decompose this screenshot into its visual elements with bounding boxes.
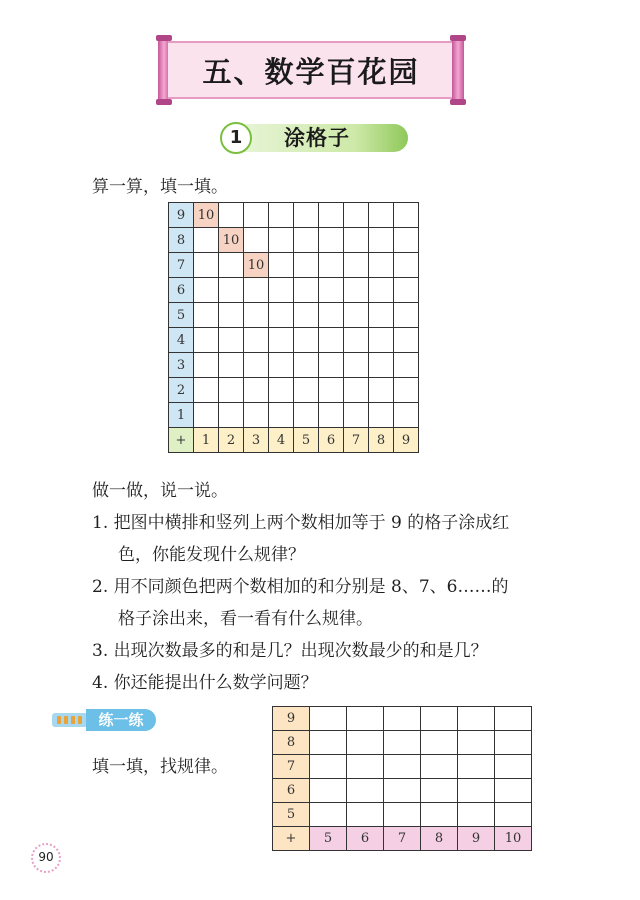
empty-cell [344, 403, 369, 428]
y-axis-label: 5 [273, 803, 310, 827]
empty-cell [319, 253, 344, 278]
instruction-do-and-say: 做一做，说一说。 [92, 481, 228, 501]
empty-cell [458, 803, 495, 827]
empty-cell [369, 378, 394, 403]
practice-badge [52, 709, 156, 731]
instruction-calculate-fill: 算一算，填一填。 [92, 177, 228, 197]
grid-row [169, 253, 419, 278]
empty-cell [194, 353, 219, 378]
x-axis-label: 5 [310, 827, 347, 851]
empty-cell [344, 203, 369, 228]
empty-cell [495, 731, 532, 755]
empty-cell [344, 303, 369, 328]
empty-cell [384, 755, 421, 779]
empty-cell [269, 378, 294, 403]
y-axis-label: 6 [273, 779, 310, 803]
x-axis-row [169, 428, 419, 453]
empty-cell [294, 253, 319, 278]
empty-cell [319, 228, 344, 253]
empty-cell [384, 803, 421, 827]
practice-label: 练一练 [86, 709, 156, 731]
empty-cell [269, 353, 294, 378]
empty-cell [495, 779, 532, 803]
empty-cell [344, 378, 369, 403]
empty-cell [369, 353, 394, 378]
empty-cell [219, 303, 244, 328]
empty-cell [347, 707, 384, 731]
empty-cell [294, 353, 319, 378]
empty-cell [310, 707, 347, 731]
abacus-icon [52, 713, 88, 727]
empty-cell [244, 403, 269, 428]
empty-cell [369, 203, 394, 228]
empty-cell [269, 303, 294, 328]
question-3: 3. 出现次数最多的和是几？出现次数最少的和是几？ [92, 641, 488, 661]
grid-row [169, 278, 419, 303]
empty-cell [244, 378, 269, 403]
x-axis-label: 1 [194, 428, 219, 453]
empty-cell [310, 731, 347, 755]
empty-cell [294, 203, 319, 228]
y-axis-label: 9 [169, 203, 194, 228]
empty-cell [344, 228, 369, 253]
empty-cell [495, 803, 532, 827]
grid-row [169, 353, 419, 378]
x-axis-label: 7 [384, 827, 421, 851]
empty-cell [244, 228, 269, 253]
grid-row [169, 378, 419, 403]
empty-cell [294, 328, 319, 353]
empty-cell [294, 278, 319, 303]
grid-row [169, 403, 419, 428]
empty-cell [244, 353, 269, 378]
empty-cell [369, 253, 394, 278]
x-axis-row [273, 827, 532, 851]
empty-cell [347, 779, 384, 803]
empty-cell [294, 378, 319, 403]
empty-cell [269, 203, 294, 228]
empty-cell [310, 779, 347, 803]
empty-cell [394, 403, 419, 428]
empty-cell [194, 278, 219, 303]
x-axis-label: 7 [344, 428, 369, 453]
empty-cell [269, 278, 294, 303]
empty-cell [319, 203, 344, 228]
empty-cell [244, 203, 269, 228]
empty-cell [194, 328, 219, 353]
empty-cell [194, 303, 219, 328]
grid-row [273, 803, 532, 827]
empty-cell [244, 303, 269, 328]
x-axis-label: 8 [421, 827, 458, 851]
empty-cell [294, 303, 319, 328]
empty-cell [194, 253, 219, 278]
x-axis-label: 2 [219, 428, 244, 453]
empty-cell [394, 228, 419, 253]
grid-row [273, 707, 532, 731]
x-axis-label: 10 [495, 827, 532, 851]
empty-cell [269, 403, 294, 428]
empty-cell [384, 707, 421, 731]
empty-cell [194, 403, 219, 428]
empty-cell [294, 228, 319, 253]
empty-cell [394, 378, 419, 403]
empty-cell [347, 731, 384, 755]
empty-cell [394, 303, 419, 328]
question-2-line-1: 2. 用不同颜色把两个数相加的和分别是 8、7、6……的 [92, 577, 509, 597]
empty-cell [319, 403, 344, 428]
empty-cell [269, 253, 294, 278]
question-2-line-2: 格子涂出来，看一看有什么规律。 [118, 609, 373, 629]
empty-cell [310, 803, 347, 827]
y-axis-label: 7 [273, 755, 310, 779]
empty-cell [369, 328, 394, 353]
empty-cell [319, 328, 344, 353]
y-axis-label: 8 [169, 228, 194, 253]
empty-cell [394, 353, 419, 378]
page-title: 五、数学百花园 [202, 54, 420, 89]
grid-row [169, 303, 419, 328]
empty-cell [344, 278, 369, 303]
empty-cell [269, 328, 294, 353]
y-axis-label: 2 [169, 378, 194, 403]
y-axis-label: 1 [169, 403, 194, 428]
x-axis-label: 8 [369, 428, 394, 453]
section-title: 涂格子 [284, 126, 350, 150]
empty-cell [369, 228, 394, 253]
empty-cell [394, 253, 419, 278]
empty-cell [294, 403, 319, 428]
empty-cell [219, 203, 244, 228]
grid-row [273, 779, 532, 803]
empty-cell [347, 803, 384, 827]
x-axis-label: 6 [347, 827, 384, 851]
grid-row [169, 203, 419, 228]
empty-cell [310, 755, 347, 779]
empty-cell [421, 707, 458, 731]
empty-cell [369, 403, 394, 428]
grid-row [273, 755, 532, 779]
empty-cell [384, 731, 421, 755]
empty-cell [194, 378, 219, 403]
empty-cell [421, 731, 458, 755]
y-axis-label: 9 [273, 707, 310, 731]
question-1-line-2: 色，你能发现什么规律？ [118, 545, 305, 565]
y-axis-label: 8 [273, 731, 310, 755]
empty-cell [421, 803, 458, 827]
empty-cell [319, 303, 344, 328]
grid-row [169, 228, 419, 253]
empty-cell [219, 353, 244, 378]
empty-cell [219, 253, 244, 278]
x-axis-label: 3 [244, 428, 269, 453]
y-axis-label: 7 [169, 253, 194, 278]
section-heading [220, 122, 408, 154]
empty-cell [344, 353, 369, 378]
empty-cell [347, 755, 384, 779]
title-banner [158, 38, 464, 102]
plus-sign-corner: + [273, 827, 310, 851]
y-axis-label: 5 [169, 303, 194, 328]
empty-cell [319, 353, 344, 378]
empty-cell [394, 203, 419, 228]
empty-cell [495, 707, 532, 731]
empty-cell [244, 278, 269, 303]
empty-cell [269, 228, 294, 253]
empty-cell [458, 707, 495, 731]
empty-cell [384, 779, 421, 803]
title-scroll-body [168, 41, 454, 99]
empty-cell [394, 328, 419, 353]
empty-cell [219, 278, 244, 303]
practice-grid [272, 706, 532, 851]
scroll-right-roll [452, 38, 464, 102]
question-4: 4. 你还能提出什么数学问题？ [92, 673, 318, 693]
empty-cell [458, 779, 495, 803]
empty-cell [194, 228, 219, 253]
filled-cell: 10 [219, 228, 244, 253]
empty-cell [244, 328, 269, 353]
empty-cell [495, 755, 532, 779]
empty-cell [369, 303, 394, 328]
empty-cell [458, 755, 495, 779]
y-axis-label: 6 [169, 278, 194, 303]
y-axis-label: 4 [169, 328, 194, 353]
x-axis-label: 9 [394, 428, 419, 453]
y-axis-label: 3 [169, 353, 194, 378]
empty-cell [344, 328, 369, 353]
filled-cell: 10 [244, 253, 269, 278]
question-1-line-1: 1. 把图中横排和竖列上两个数相加等于 9 的格子涂成红 [92, 513, 510, 533]
empty-cell [319, 378, 344, 403]
x-axis-label: 9 [458, 827, 495, 851]
practice-instruction: 填一填，找规律。 [92, 757, 228, 777]
grid-row [169, 328, 419, 353]
empty-cell [319, 278, 344, 303]
grid-row [273, 731, 532, 755]
page-number: 90 [38, 850, 54, 864]
x-axis-label: 5 [294, 428, 319, 453]
empty-cell [458, 731, 495, 755]
section-number: 1 [220, 122, 252, 154]
empty-cell [421, 755, 458, 779]
empty-cell [219, 378, 244, 403]
empty-cell [219, 403, 244, 428]
addition-grid [168, 202, 419, 453]
empty-cell [344, 253, 369, 278]
empty-cell [219, 328, 244, 353]
empty-cell [369, 278, 394, 303]
x-axis-label: 6 [319, 428, 344, 453]
page-number-badge [27, 843, 65, 873]
plus-sign-corner: + [169, 428, 194, 453]
x-axis-label: 4 [269, 428, 294, 453]
filled-cell: 10 [194, 203, 219, 228]
empty-cell [421, 779, 458, 803]
empty-cell [394, 278, 419, 303]
